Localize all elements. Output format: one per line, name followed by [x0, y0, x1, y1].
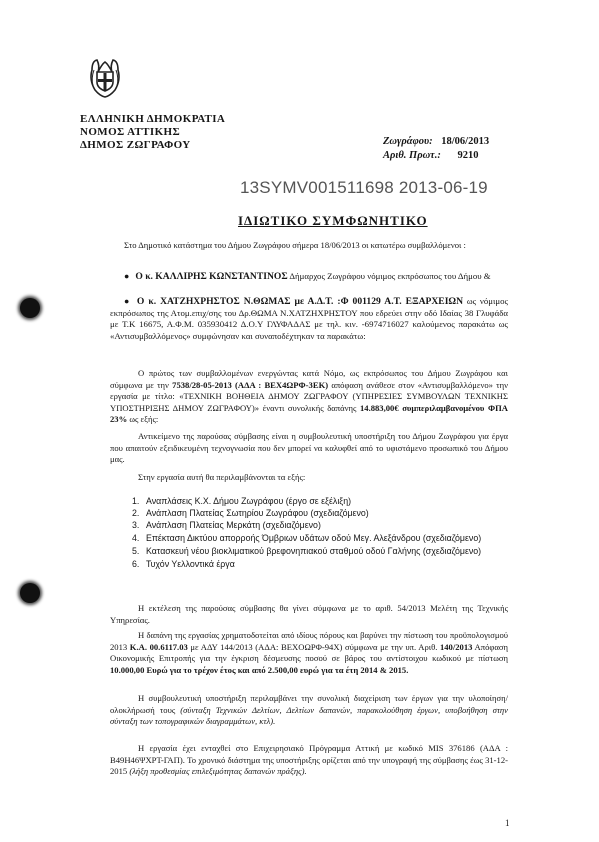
- support-paragraph: [110, 693, 508, 728]
- document-meta: [383, 135, 489, 163]
- subject-paragraph: [110, 431, 508, 466]
- p4-e: Απόφαση Οικονομικής Επιτροπής για την έγκριση δέσμευσης ποσού σε βάρος του αντίστοιχου κωδικού με πίστωση: [110, 641, 508, 664]
- p1-c: απόφαση ανάθεσε στον «Αντισυμβαλλόμενο» την εργασία με τίτλο: «ΤΕΧΝΙΚΗ ΒΟΗΘΕΙΑ ΔΗΜΟΥ ΖΩΓΡΑΦΟΥ (ΥΠΗΡΕΣΙΕΣ ΣΥΜΒΟΥΛΩΝ ΤΕΧΝΙΚΗΣ ΥΠΟΣΤΗΡΙΞΗΣ ΔΗΜΟΥ ΖΩΓΡΑΦΟΥ)» έναντι συνολικής δαπάνης: [110, 379, 508, 413]
- execution-paragraph: [110, 603, 508, 626]
- protocol-line: [383, 149, 489, 163]
- punch-hole-top: [20, 298, 40, 318]
- list-intro-text: Στην εργασία αυτή θα περιλαμβάνονται τα εξής:: [138, 472, 306, 482]
- p2-text: Αντικείμενο της παρούσας σύμβασης είναι η συμβουλευτική υποστήριξη του Δήμου Ζωγράφου για έργα που απαιτούν εξειδικευμένη τεχνογνωσία που δεν μπορεί να καλυφθεί από το υφιστάμενο προσωπικό του Δήμου μας.: [110, 431, 508, 465]
- p5-b: (σύνταξη Τεχνικών Δελτίων, Δελτίων δαπανών, παρακολούθηση έργων, υποβοήθηση στην σύνταξη των τοπογραφικών διαγραμμάτων, κτλ).: [110, 704, 508, 727]
- p6-b: (λήξη προθεσμίας επιλεξιμότητας δαπανών πράξης).: [129, 766, 307, 777]
- header-municipality: ΔΗΜΟΣ ΖΩΓΡΑΦΟΥ: [80, 139, 191, 151]
- bullet-icon: ●: [124, 296, 131, 306]
- place-date-label: Ζωγράφου:: [383, 136, 433, 147]
- protocol-value: 9210: [457, 150, 479, 161]
- ada-stamp: 13SYMV001511698 2013-06-19: [240, 178, 488, 197]
- party-1-name: Ο κ. ΚΑΛΛΙΡΗΣ ΚΩΝΣΤΑΝΤΙΝΟΣ: [135, 271, 288, 282]
- assignment-paragraph: [110, 368, 508, 426]
- task-list: [132, 496, 502, 570]
- protocol-label: Αριθ. Πρωτ.:: [383, 150, 441, 161]
- party-1: [110, 271, 508, 283]
- list-item: 2. Ανάπλαση Πλατείας Σωτηρίου Ζωγράφου (σχεδιαζόμενο): [132, 508, 369, 519]
- intro-paragraph: [110, 240, 504, 252]
- page-number: 1: [505, 818, 510, 828]
- p4-d: 140/2013: [439, 641, 473, 652]
- intro-text: Στο Δημοτικό κατάστημα του Δήμου Ζωγράφου σήμερα 18/06/2013 οι κατωτέρω συμβαλλόμενοι :: [124, 240, 466, 250]
- p3-text: Η εκτέλεση της παρούσας σύμβασης θα γίνει σύμφωνα με το αριθ. 54/2013 Μελέτη της Τεχνικής Υπηρεσίας.: [110, 603, 508, 625]
- program-paragraph: [110, 743, 508, 778]
- p1-e: ως εξής:: [127, 414, 159, 425]
- greek-emblem-icon: [88, 58, 122, 98]
- p4-c: με ΑΔΥ 144/2013 (ΑΔΑ: ΒΕΧΟΩΡΦ-94Χ) σύμφωνα με την υπ. Αριθ.: [187, 641, 440, 652]
- header-country: ΕΛΛΗΝΙΚΗ ΔΗΜΟΚΡΑΤΙΑ: [80, 113, 226, 125]
- p4-b: Κ.Α. 00.6117.03: [129, 641, 188, 652]
- bullet-icon: ●: [124, 271, 130, 281]
- list-item: 6. Τυχόν Υελλοντικά έργα: [132, 559, 235, 570]
- p6-a: Η εργασία έχει ενταχθεί στο Επιχειρησιακό Πρόγραμμα Αττική με κωδικό MIS 376186 (ΑΔΑ : Β49Η46ΨΧΡΤ-ΓΑΠ). Το χρονικό διάστημα της υποστήριξης ορίζεται από την υπογραφή της σύμβασης έως 31-12-2015: [110, 743, 508, 777]
- party-2: [110, 296, 508, 342]
- header-block: [80, 113, 225, 152]
- list-item: 4. Επέκταση Δικτύου απορροής Όμβριων υδάτων οδού Μεγ. Αλεξάνδρου (σχεδιαζόμενο): [132, 532, 482, 543]
- p1-d: 14.883,00€ συμπεριλαμβανομένου ΦΠΑ 23%: [110, 402, 508, 425]
- party-1-role: Δήμαρχος Ζωγράφου νόμιμος εκπρόσωπος του Δήμου &: [287, 271, 491, 281]
- list-item: 1. Αναπλάσεις Κ.Χ. Δήμου Ζωγράφου (έργο σε εξέλιξη): [132, 496, 352, 506]
- p4-a: Η δαπάνη της εργασίας χρηματοδοτείται από ιδίους πόρους και βαρύνει την πίστωση του προϋπολογισμού 2013: [110, 630, 508, 652]
- punch-hole-bottom: [20, 583, 40, 603]
- party-2-name: Ο κ. ΧΑΤΖΗΧΡΗΣΤΟΣ Ν.ΘΩΜΑΣ: [136, 296, 291, 307]
- place-date-line: [383, 135, 489, 149]
- list-item: 3. Ανάπλαση Πλατείας Μερκάτη (σχεδιαζόμενο): [132, 520, 321, 531]
- p1-a: Ο πρώτος των συμβαλλομένων ενεργώντας κατά Νόμο, ως εκπρόσωπος του Δήμου Ζωγράφου και σύμφωνα με την: [110, 368, 508, 390]
- header-prefecture: ΝΟΜΟΣ ΑΤΤΙΚΗΣ: [80, 126, 181, 138]
- funding-paragraph: [110, 630, 508, 676]
- p4-f: 10.000,00 Ευρώ για το τρέχον έτος και από 2.500,00 ευρώ για τα έτη 2014 & 2015.: [110, 664, 409, 675]
- list-item: 5. Κατασκευή νέου βιοκλιματικού βρεφονηπιακού σταθμού οδού Γαλήνης (σχεδιαζόμενο): [132, 545, 482, 556]
- p5-a: Η συμβουλευτική υποστήριξη περιλαμβάνει την συνολική διαχείριση των έργων για την υλοποίηση/ολοκλήρωσή τους: [110, 693, 508, 715]
- list-intro: [138, 472, 305, 484]
- document-title: ΙΔΙΩΤΙΚΟ ΣΥΜΦΩΝΗΤΙΚΟ: [238, 213, 428, 228]
- place-date-value: 18/06/2013: [441, 136, 490, 147]
- party-2-id: με Α.Δ.Τ. :Φ 001129 Α.Τ. ΕΞΑΡΧΕΙΩΝ: [290, 296, 464, 307]
- p1-b: 7538/28-05-2013 (ΑΔΑ : ΒΕΧ4ΩΡΦ-3ΕΚ): [172, 379, 329, 390]
- party-2-details: ως νόμιμος εκπρόσωπος της Ατομ.επιχ/σης του Δρ.ΘΩΜΑ Ν.ΧΑΤΖΗΧΡΗΣΤΟΥ που εδρεύει στην οδό Ιδαίας 38 Γλυφάδα με Τ.Κ 16675, Α.Φ.Μ. 035930412 Δ.Ο.Υ ΓΛΥΦΑΔΑΣ με τηλ. κιν. -6974716027 καλούμενος παρακάτω ως «Αντισυμβαλλόμενος» συμφώνησαν και συναποδέχτηκαν τα παρακάτω:: [110, 296, 508, 341]
